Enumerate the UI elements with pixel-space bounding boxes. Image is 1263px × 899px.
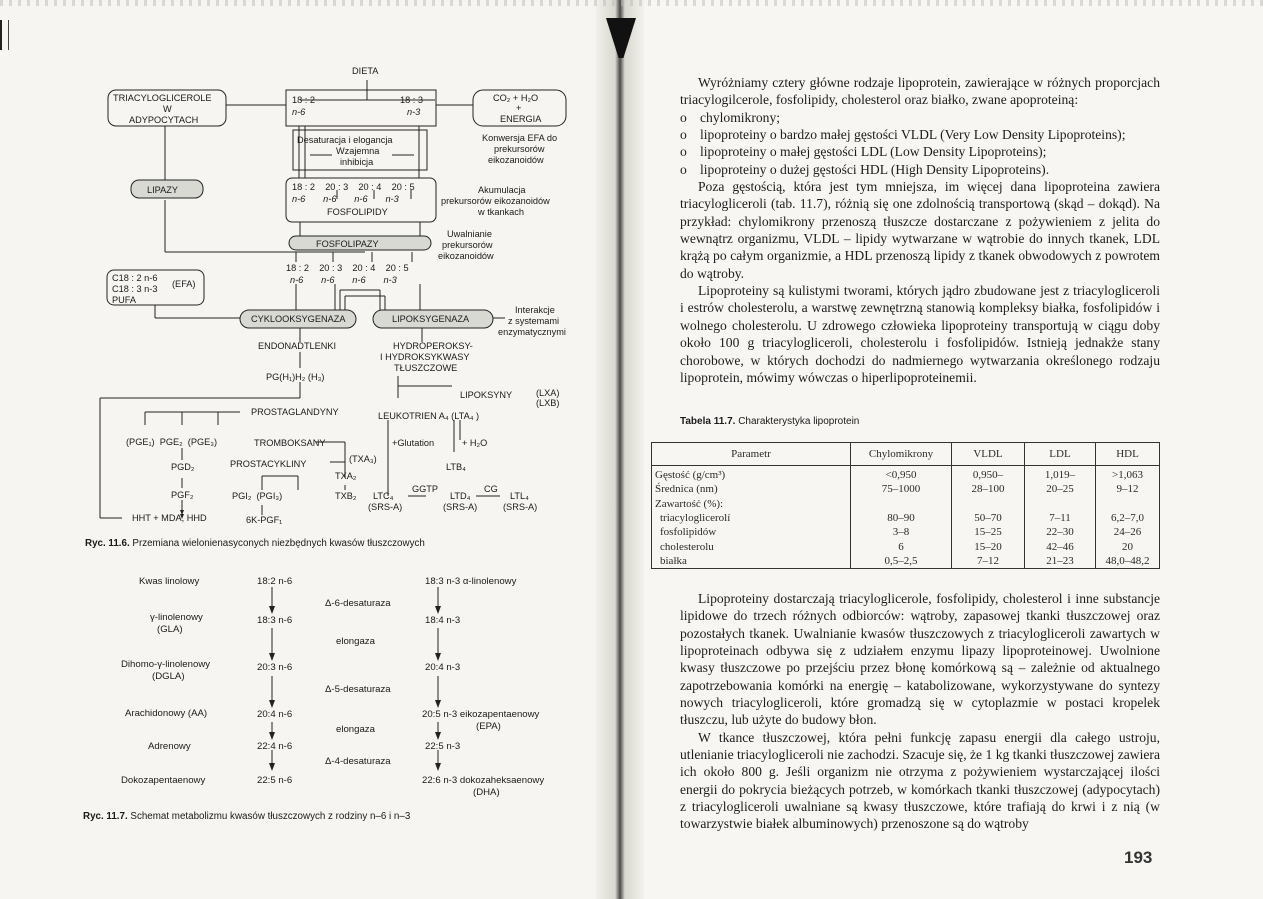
akumulacja-line2: prekursorów eikozanoidów (441, 196, 550, 206)
fa-name-dokozapentaenowy: Dokozapentaenowy (121, 775, 206, 786)
cyklooksygenaza-label: CYKLOOKSYGENAZA (251, 314, 346, 324)
figure-11-7-caption: Ryc. 11.7. Schemat metabolizmu kwasów tłuszczowych z rodziny n–6 i n–3 (83, 811, 411, 822)
ltb4-label: LTB₄ (446, 462, 466, 472)
figure-11-6 (0, 0, 600, 560)
fa-18-3: 18 : 3 (400, 95, 423, 105)
col-header-vldl: VLDL (952, 443, 1025, 466)
released-row2: n-6 n-6 n-6 n-3 (290, 275, 397, 285)
table-row: białka 0,5–2,5 7–12 21–23 48,0–48,2 (652, 554, 1160, 569)
fa-name-gla: γ-linolenowy (150, 612, 203, 623)
prostacykliny-label: PROSTACYKLINY (230, 459, 307, 469)
endonadtlenki-label: ENDONADTLENKI (258, 341, 337, 351)
wzajemna-label: Wzajemna (336, 146, 380, 156)
bullet-char: o (680, 144, 687, 160)
cg-label: CG (484, 484, 498, 494)
uwalnianie-line1: Uwalnianie (447, 229, 492, 239)
enzyme-d5-desaturaza: Δ-5-desaturaza (325, 684, 391, 695)
fa-abbr-gla: (GLA) (157, 624, 183, 635)
fa-18-3-n3: 18:3 n-3 α-linolenowy (425, 576, 517, 587)
ggtp-label: GGTP (412, 484, 439, 494)
energia-label: ENERGIA (500, 114, 542, 124)
h2o-label: + H₂O (462, 438, 488, 448)
efa-line2: C18 : 3 n-3 (112, 284, 158, 294)
fa-abbr-dha: (DHA) (473, 787, 500, 798)
col-header-hdl: HDL (1096, 443, 1160, 466)
efa-line1: C18 : 2 n-6 (112, 273, 158, 283)
table-row: cholesterolu 6 15–20 42–46 20 (652, 539, 1160, 553)
glutation-label: +Glutation (392, 438, 435, 448)
list-item: o lipoproteiny o małej gęstości LDL (Low Density Lipoproteins); (680, 144, 1047, 160)
hydroperoksy-line1: HYDROPEROKSY- (393, 341, 473, 351)
fa-22-4-n6: 22:4 n-6 (257, 741, 293, 752)
fosfolipazy-label: FOSFOLIPAZY (316, 239, 379, 249)
table-row: Gęstość (g/cm³) <0,950 0,950– 1,019– >1,063 (652, 466, 1160, 483)
table-row: Zawartość (%): (652, 497, 1160, 511)
table-caption: Tabela 11.7. Charakterystyka lipoprotein (680, 416, 860, 427)
tag-box-line2: W (163, 104, 172, 114)
plus-sign: + (516, 103, 522, 113)
txa2-label: TXA₂ (335, 471, 357, 481)
fa-name-aa: Arachidonowy (AA) (125, 708, 208, 719)
fa-18-2-n6: 18:2 n-6 (257, 576, 293, 587)
ltc4-label: LTC₄ (373, 491, 394, 501)
book-gutter (596, 0, 644, 899)
right-text-top (680, 74, 1160, 386)
col-header-ldl: LDL (1025, 443, 1096, 466)
paragraph-3: Lipoproteiny są kulistymi tworami, których jądro zbudowane jest z triacylogliceroli i estrów cholesterolu, a warstwę zewnętrzną stanowią kompleksy białka, fosfolipidów i wolnego cholesterolu. U zdrowego człowieka lipoproteiny transportują w ciągu doby około 100 g triacylogliceroli, cholesterolu i fosfolipidów. Istnieją jednakże stany chorobowe, w których dochodzi do nadmiernego wytwarzania określonego rodzaju lipoprotein, mówimy wówczas o hiperlipoproteinemii. (680, 283, 1160, 385)
lxb-label: (LXB) (536, 398, 560, 408)
fa-abbr-epa: (EPA) (476, 721, 501, 732)
hht-label: HHT + MDA, HHD (132, 513, 207, 523)
fa-name-adrenowy: Adrenowy (148, 741, 191, 752)
figure-11-6-caption: Ryc. 11.6. Przemiana wielonienasyconych niezbędnych kwasów tłuszczowych (85, 538, 425, 549)
hydroperoksy-line2: I HYDROKSYKWASY (380, 352, 470, 362)
interakcje-line3: enzymatycznymi (498, 327, 566, 337)
co2-h2o: CO₂ + H₂O (493, 93, 539, 103)
right-text-bottom (680, 590, 1160, 833)
desaturacja-label: Desaturacja i elogancja (297, 135, 393, 145)
fa-22-5-n6: 22:5 n-6 (257, 775, 293, 786)
lipoksyny-label: LIPOKSYNY (460, 390, 513, 400)
paragraph-4: Lipoproteiny dostarczają triacyloglicerole, fosfolipidy, cholesterol i inne substancje lipidowe do trzech różnych odbiorców: wątroby, zapasowej tkanki tłuszczowej oraz pozostałych tkanek. Uwalnianie kwasów tłuszczowych z triacylogliceroli zawartych w lipoproteinach odbywa się z udziałem enzymu lipazy lipoproteinowej. Uwolnione kwasy tłuszczowe po przejściu przez błonę komórkową są – zależnie od aktualnego zapotrzebowania komórki na energię – katabolizowane, wykorzystywane do syntezy nowych triacylogliceroli, które gromadzą się w cytoplazmie w postaci kropelek tłuszczu, lub użyte do budowy błon. (680, 591, 1160, 728)
fa-20-4-n6: 20:4 n-6 (257, 709, 293, 720)
page-number: 193 (1124, 848, 1153, 867)
ltd4-label: LTD₄ (450, 491, 471, 501)
lipoprotein-list (680, 109, 1160, 178)
table-header-row (652, 443, 1160, 466)
efa-label: (EFA) (172, 279, 196, 289)
konwersja-line2: prekursorów (494, 144, 545, 154)
inhibicja-label: inhibicja (340, 157, 374, 167)
released-row1: 18 : 2 20 : 3 20 : 4 20 : 5 (286, 263, 409, 273)
enzyme-d6-desaturaza: Δ-6-desaturaza (325, 598, 391, 609)
fa-20-5-n3: 20:5 n-3 eikozapentaenowy (422, 709, 540, 720)
interakcje-line1: Interakcje (515, 305, 555, 315)
efa-line3: PUFA (112, 295, 136, 305)
fosfo-row1: 18 : 2 20 : 3 20 : 4 20 : 5 (292, 182, 415, 192)
txa3-label: (TXA₃) (349, 454, 377, 464)
fosfo-row2: n-6 n-6 n-6 n-3 (292, 194, 399, 204)
srsa-label-1: (SRS-A) (368, 502, 403, 512)
lipoprotein-table (651, 442, 1160, 569)
fa-name-linolowy: Kwas linolowy (139, 576, 200, 587)
srsa-label-2: (SRS-A) (443, 502, 478, 512)
fa-18-3-n6: 18:3 n-6 (257, 615, 293, 626)
lxa-label: (LXA) (536, 388, 560, 398)
pgh-label: PG(H₁)H₂ (H₃) (266, 372, 325, 382)
6k-pgf-label: 6K-PGF₁ (246, 515, 283, 525)
lipazy-label: LIPAZY (147, 185, 178, 195)
col-header-parametr: Parametr (652, 443, 851, 466)
fa-abbr-dgla: (DGLA) (152, 671, 185, 682)
figure-11-7 (0, 560, 600, 820)
interakcje-line2: z systemami (508, 316, 560, 326)
intro-paragraph: Wyróżniamy cztery główne rodzaje lipoprotein, zawierające w różnych proporcjach triacylogilcerole, fosfolipidy, cholesterol oraz białko, zwane apoproteiną: (680, 75, 1160, 108)
fa-20-3-n6: 20:3 n-6 (257, 662, 293, 673)
tag-box-line3: ADYPOCYTACH (129, 115, 199, 125)
enzyme-elongaza-1: elongaza (336, 636, 375, 647)
pgd2-label: PGD₂ (171, 462, 195, 472)
list-item: o chylomikrony; (680, 109, 781, 125)
fa-22-6-n3: 22:6 n-3 dokozaheksaenowy (422, 775, 545, 786)
table-row: Średnica (nm) 75–1000 28–100 20–25 9–12 (652, 482, 1160, 496)
pgf2-label: PGF₂ (171, 490, 194, 500)
paragraph-5: W tkance tłuszczowej, która pełni funkcję zapasu energii dla całego ustroju, utlenianie triacylogliceroli nie zachodzi. Szacuje się, że 1 kg tkanki tłuszczowej zawiera ich około 800 g. Jeśli organizm nie otrzyma z pożywieniem wystarczającej ilości energii do pokrycia bieżących potrzeb, w komórkach tkanki tłuszczowej (adypocytach) z triacylogliceroli uwalniane są kwasy tłuszczowe, które trafiają do krwi i z nią (w towarzystwie białek albuminowych) przenoszone są do wątroby (680, 729, 1160, 832)
bullet-char: o (680, 127, 687, 143)
table-row: fosfolipidów 3–8 15–25 22–30 24–26 (652, 525, 1160, 539)
konwersja-line3: eikozanoidów (488, 155, 544, 165)
konwersja-line1: Konwersja EFA do (482, 133, 558, 143)
fa-18-4-n3: 18:4 n-3 (425, 615, 461, 626)
uwalnianie-line2: prekursorów (442, 240, 493, 250)
tag-box-line1: TRIACYLOGLICEROLE (113, 93, 212, 103)
lipoksygenaza-label: LIPOKSYGENAZA (392, 314, 470, 324)
fa-name-dgla: Dihomo-γ-linolenowy (121, 659, 211, 670)
uwalnianie-line3: eikozanoidów (438, 251, 494, 261)
list-item: o lipoproteiny o bardzo małej gęstości VLDL (Very Low Density Lipoproteins); (680, 127, 1126, 143)
fa-18-2-n6: n-6 (292, 107, 306, 117)
list-item: o lipoproteiny o dużej gęstości HDL (High Density Lipoproteins). (680, 161, 1050, 177)
akumulacja-line3: w tkankach (478, 207, 524, 217)
enzyme-d4-desaturaza: Δ-4-desaturaza (325, 756, 391, 767)
tromboksany-label: TROMBOKSANY (254, 438, 326, 448)
enzyme-elongaza-2: elongaza (336, 724, 375, 735)
ltl4-label: LTL₄ (510, 491, 529, 501)
pgi-label: PGI₂ (PGI₃) (232, 491, 283, 501)
fa-22-5-n3: 22:5 n-3 (425, 741, 461, 752)
bullet-char: o (680, 109, 687, 125)
hydroperoksy-line3: TŁUSZCZOWE (394, 363, 458, 373)
pge-label: (PGE₁) PGE₂ (PGE₃) (126, 437, 218, 447)
fa-18-2: 18 : 2 (292, 95, 315, 105)
txb2-label: TXB₂ (335, 491, 357, 501)
prostaglandyny-label: PROSTAGLANDYNY (251, 407, 339, 417)
fosfolipidy-label: FOSFOLIPIDY (327, 207, 388, 217)
dieta-label: DIETA (352, 66, 379, 76)
table-row: triacyloglicerolí 80–90 50–70 7–11 6,2–7,0 (652, 511, 1160, 525)
leukotrien-label: LEUKOTRIEN A₄ (LTA₄ ) (378, 411, 480, 421)
akumulacja-line1: Akumulacja (478, 185, 526, 195)
bullet-char: o (680, 161, 687, 177)
fa-18-3-n3: n-3 (407, 107, 421, 117)
srsa-label-3: (SRS-A) (503, 502, 538, 512)
col-header-chylomikrony: Chylomikrony (851, 443, 952, 466)
paragraph-2: Poza gęstością, która jest tym mniejsza, im więcej dana lipoproteina zawiera triacylogliceroli (tab. 11.7), różnią się one zdolnością transportową (skąd – dokąd). Na przykład: chylomikrony przenoszą tłuszcze dostarczane z pożywieniem z jelita do wewnątrz organizmu, VLDL – lipidy wytwarzane w wątrobie do innych tkanek, LDL krążą po całym organizmie, a HDL przenoszą lipidy z tkanek obwodowych z powrotem do wątroby. (680, 179, 1160, 281)
fa-20-4-n3: 20:4 n-3 (425, 662, 461, 673)
